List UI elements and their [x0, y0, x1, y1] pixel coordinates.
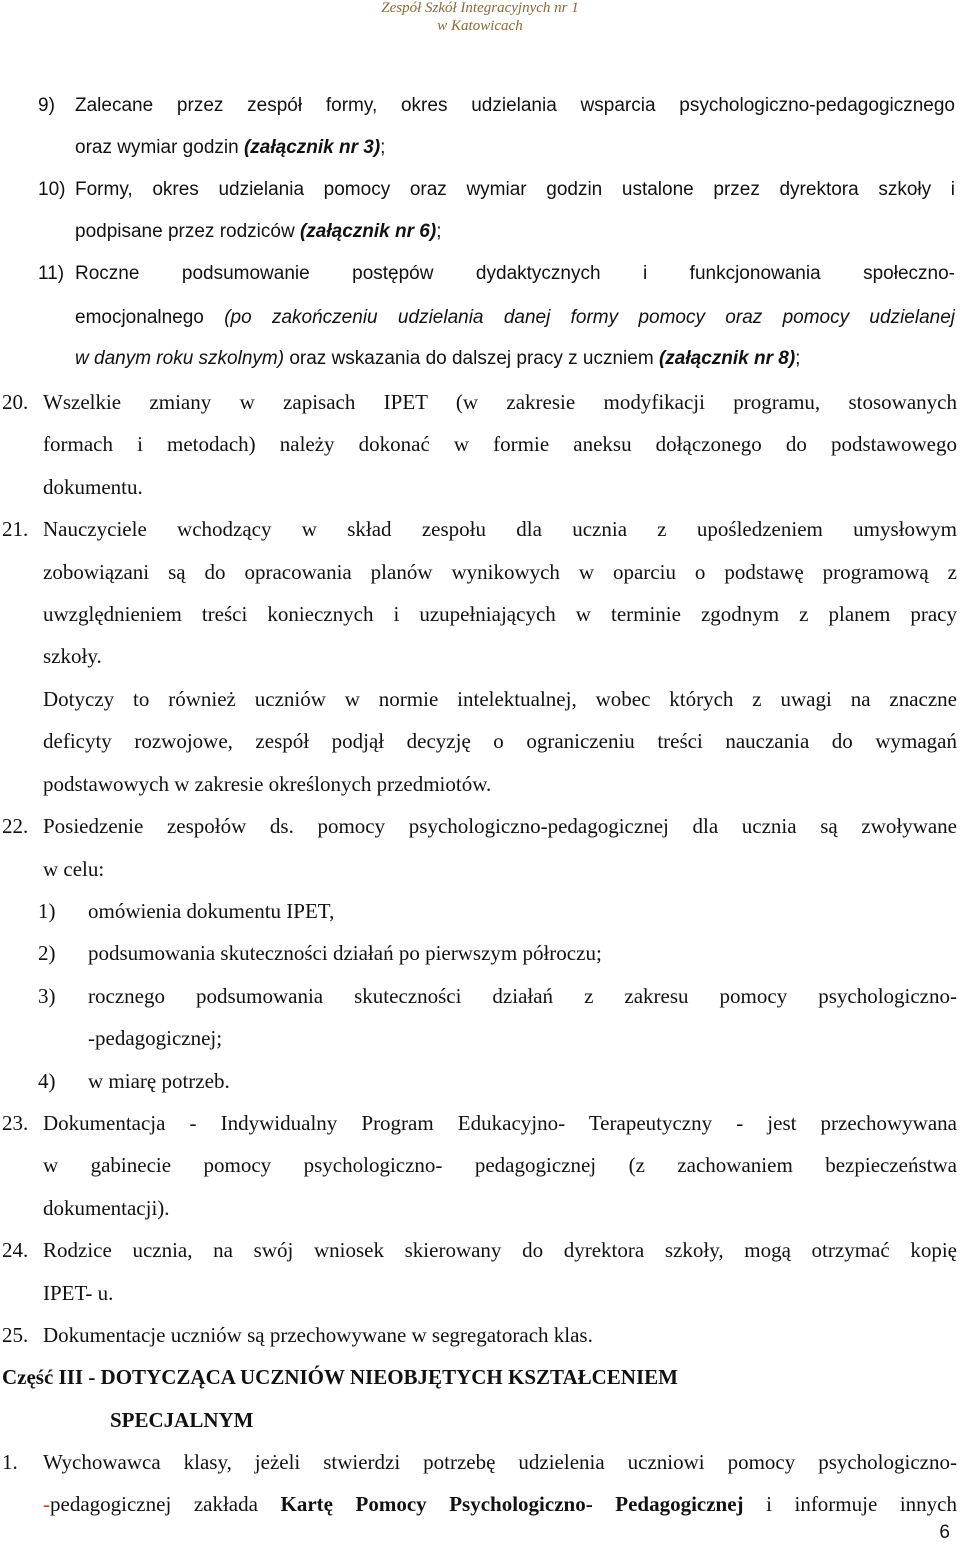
para-21-line-4: szkoły. — [43, 644, 102, 668]
list-item-number: 3) — [38, 984, 56, 1008]
para-22-number: 22. — [2, 814, 29, 838]
para-23-number: 23. — [2, 1111, 29, 1135]
item-11-line-2: emocjonalnego (po zakończeniu udzielania danej formy pomocy oraz pomocy udzielanej — [75, 307, 955, 328]
attachment-ref: (załącznik nr 3) — [243, 137, 381, 158]
list-item: w miarę potrzeb. — [88, 1069, 230, 1093]
para-24-line-2: IPET- u. — [43, 1281, 114, 1305]
section-3-para-1-line-2: -pedagogicznej zakłada Kartę Pomocy Psychologiczno- Pedagogicznej i informuje innych — [43, 1492, 957, 1516]
item-10-number: 10) — [38, 179, 66, 200]
section-heading-continuation: SPECJALNYM — [110, 1408, 254, 1432]
para-20-line-2: formach i metodach) należy dokonać w formie aneksu dołączonego do podstawowego — [43, 432, 957, 456]
para-21-line-6: deficyty rozwojowe, zespół podjął decyzję o ograniczeniu treści nauczania do wymagań — [43, 729, 957, 753]
item-10-line-2: podpisane przez rodziców (załącznik nr 6); — [75, 221, 442, 242]
header-city: w Katowicach — [437, 18, 523, 34]
section-3-para-1-line-1: Wychowawca klasy, jeżeli stwierdzi potrzebę udzielenia uczniowi pomocy psychologiczno- — [43, 1450, 957, 1474]
page-number: 6 — [939, 1522, 950, 1543]
header-school-name: Zespół Szkół Integracyjnych nr 1 — [381, 0, 579, 16]
para-20-line-1: Wszelkie zmiany w zapisach IPET (w zakresie modyfikacji programu, stosowanych — [43, 390, 957, 414]
list-item-number: 1) — [38, 899, 56, 923]
list-item-number: 2) — [38, 941, 56, 965]
attachment-ref: (załącznik nr 6) — [299, 221, 437, 242]
para-20-line-3: dokumentu. — [43, 475, 143, 499]
para-21-line-2: zobowiązani są do opracowania planów wynikowych w oparciu o podstawę programową z — [43, 560, 957, 584]
para-25-line-1: Dokumentacje uczniów są przechowywane w segregatorach klas. — [43, 1323, 593, 1347]
para-24-number: 24. — [2, 1238, 29, 1262]
item-11-number: 11) — [38, 263, 65, 284]
para-21-line-3: uwzględnieniem treści koniecznych i uzupełniających w terminie zgodnym z planem pracy — [43, 602, 957, 626]
card-name: Kartę Pomocy Psychologiczno- Pedagogicznej — [280, 1492, 744, 1516]
para-21-number: 21. — [2, 517, 29, 541]
item-10-line-1: Formy, okres udzielania pomocy oraz wymiar godzin ustalone przez dyrektora szkoły i — [75, 179, 955, 200]
item-9-line-1: Zalecane przez zespół formy, okres udzielania wsparcia psychologiczno-pedagogicznego — [75, 95, 955, 116]
section-3-para-1-number: 1. — [2, 1450, 18, 1474]
list-item: omówienia dokumentu IPET, — [88, 899, 335, 923]
para-22-line-2: w celu: — [43, 857, 105, 881]
para-21-line-7: podstawowych w zakresie określonych przedmiotów. — [43, 772, 492, 796]
list-item: rocznego podsumowania skuteczności działań z zakresu pomocy psychologiczno- — [88, 984, 957, 1008]
para-25-number: 25. — [2, 1323, 29, 1347]
item-9-line-2: oraz wymiar godzin (załącznik nr 3); — [75, 137, 386, 158]
item-11-line-3: w danym roku szkolnym) oraz wskazania do dalszej pracy z uczniem (załącznik nr 8); — [75, 348, 801, 369]
para-21-line-1: Nauczyciele wchodzący w skład zespołu dla ucznia z upośledzeniem umysłowym — [43, 517, 957, 541]
para-23-line-2: w gabinecie pomocy psychologiczno- pedagogicznej (z zachowaniem bezpieczeństwa — [43, 1153, 957, 1177]
list-item: podsumowania skuteczności działań po pierwszym półroczu; — [88, 941, 602, 965]
attachment-ref: (załącznik nr 8) — [658, 348, 796, 369]
list-item-continuation: -pedagogicznej; — [88, 1026, 223, 1050]
list-item-number: 4) — [38, 1069, 56, 1093]
para-23-line-3: dokumentacji). — [43, 1196, 170, 1220]
section-heading: Część III - DOTYCZĄCA UCZNIÓW NIEOBJĘTYCH KSZTAŁCENIEM — [2, 1365, 678, 1389]
para-23-line-1: Dokumentacja - Indywidualny Program Edukacyjno- Terapeutyczny - jest przechowywana — [43, 1111, 957, 1135]
item-11-line-1: Roczne podsumowanie postępów dydaktycznych i funkcjonowania społeczno- — [75, 263, 955, 284]
para-22-line-1: Posiedzenie zespołów ds. pomocy psychologiczno-pedagogicznej dla ucznia są zwoływane — [43, 814, 957, 838]
item-9-number: 9) — [38, 95, 55, 116]
para-20-number: 20. — [2, 390, 29, 414]
para-21-line-5: Dotyczy to również uczniów w normie intelektualnej, wobec których z uwagi na znaczne — [43, 687, 957, 711]
para-24-line-1: Rodzice ucznia, na swój wniosek skierowany do dyrektora szkoły, mogą otrzymać kopię — [43, 1238, 957, 1262]
